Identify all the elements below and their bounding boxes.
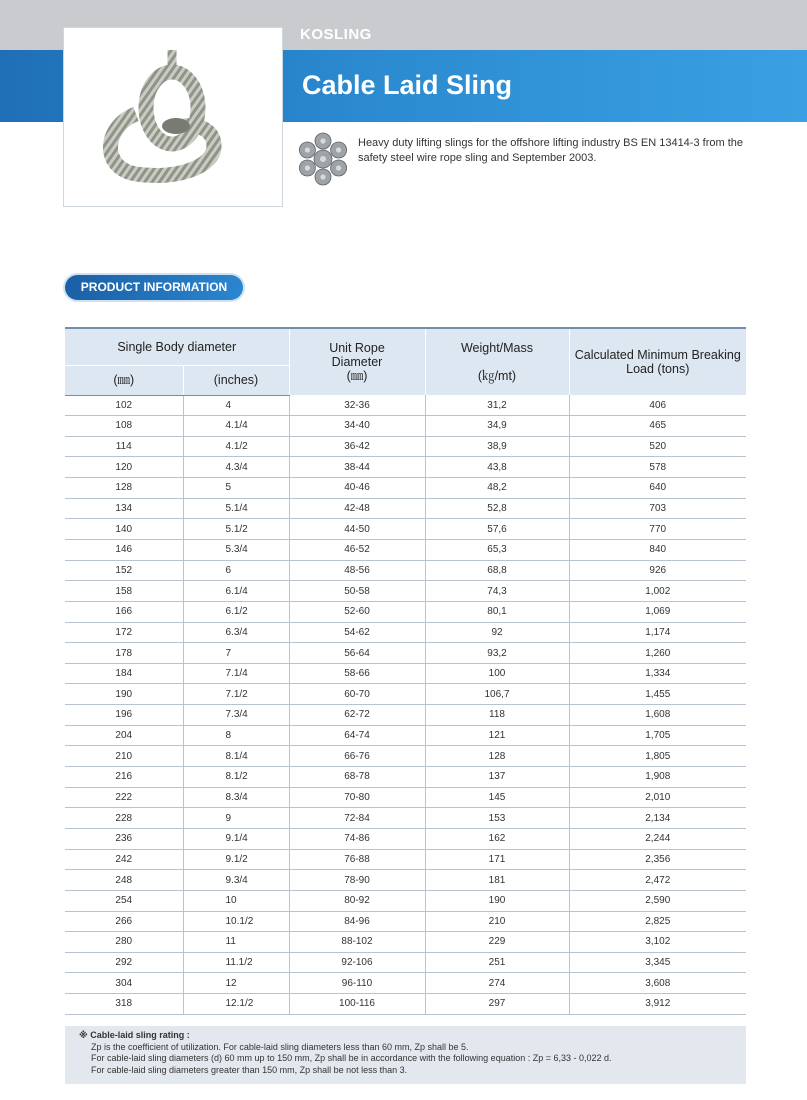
header-weight xyxy=(425,328,569,395)
table-cell: 3,345 xyxy=(569,952,746,973)
table-cell: 196 xyxy=(65,705,183,726)
table-cell: 178 xyxy=(65,643,183,664)
table-cell: 4 xyxy=(183,395,289,416)
table-cell: 242 xyxy=(65,849,183,870)
table-cell: 140 xyxy=(65,519,183,540)
table-cell: 190 xyxy=(425,890,569,911)
table-cell: 68-78 xyxy=(289,767,425,788)
table-row xyxy=(65,539,746,560)
table-row xyxy=(65,767,746,788)
header-load-line2: Breaking Load xyxy=(626,348,741,376)
table-cell: 11.1/2 xyxy=(183,952,289,973)
table-cell: 48,2 xyxy=(425,478,569,499)
header-weight-label: Weight/Mass xyxy=(460,341,533,355)
table-cell: 1,069 xyxy=(569,601,746,622)
table-cell: 7.1/2 xyxy=(183,684,289,705)
table-row xyxy=(65,478,746,499)
table-cell: 5.1/2 xyxy=(183,519,289,540)
table-cell: 12 xyxy=(183,973,289,994)
table-cell: 2,134 xyxy=(569,808,746,829)
table-row xyxy=(65,457,746,478)
table-cell: 42-48 xyxy=(289,498,425,519)
table-cell: 2,010 xyxy=(569,787,746,808)
table-row xyxy=(65,519,746,540)
table-cell: 58-66 xyxy=(289,663,425,684)
table-cell: 8.3/4 xyxy=(183,787,289,808)
table-cell: 2,472 xyxy=(569,870,746,891)
table-cell: 840 xyxy=(569,539,746,560)
table-cell: 44-50 xyxy=(289,519,425,540)
header-inches: (inches) xyxy=(183,365,289,395)
table-cell: 1,174 xyxy=(569,622,746,643)
table-cell: 2,590 xyxy=(569,890,746,911)
note-line: For cable-laid sling diameters (d) 60 mm up to 150 mm, Zp shall be in accordance with the following equation : Zp = 6,33 - 0,022 d. xyxy=(91,1053,612,1063)
table-cell: 4.1/2 xyxy=(183,436,289,457)
table-row xyxy=(65,498,746,519)
table-cell: 92-106 xyxy=(289,952,425,973)
table-cell: 34-40 xyxy=(289,416,425,437)
table-cell: 100-116 xyxy=(289,994,425,1015)
table-row xyxy=(65,870,746,891)
table-cell: 72-84 xyxy=(289,808,425,829)
table-cell: 34,9 xyxy=(425,416,569,437)
table-cell: 7.3/4 xyxy=(183,705,289,726)
table-cell: 166 xyxy=(65,601,183,622)
table-row xyxy=(65,932,746,953)
table-cell: 1,002 xyxy=(569,581,746,602)
table-cell: 7 xyxy=(183,643,289,664)
table-cell: 5 xyxy=(183,478,289,499)
table-cell: 5.1/4 xyxy=(183,498,289,519)
header-weight-unit: (㎏/mt) xyxy=(477,369,517,383)
note-line: Zp is the coefficient of utilization. For cable-laid sling diameters less than 60 mm, Zp shall be 5. xyxy=(91,1041,469,1052)
table-cell: 121 xyxy=(425,725,569,746)
table-cell: 7.1/4 xyxy=(183,663,289,684)
table-cell: 926 xyxy=(569,560,746,581)
table-cell: 5.3/4 xyxy=(183,539,289,560)
table-cell: 1,260 xyxy=(569,643,746,664)
table-cell: 1,705 xyxy=(569,725,746,746)
table-cell: 274 xyxy=(425,973,569,994)
table-cell: 48-56 xyxy=(289,560,425,581)
table-cell: 10.1/2 xyxy=(183,911,289,932)
table-row xyxy=(65,416,746,437)
table-cell: 128 xyxy=(65,478,183,499)
table-cell: 465 xyxy=(569,416,746,437)
table-cell: 406 xyxy=(569,395,746,416)
table-cell: 93,2 xyxy=(425,643,569,664)
table-cell: 74-86 xyxy=(289,828,425,849)
table-row xyxy=(65,436,746,457)
table-cell: 172 xyxy=(65,622,183,643)
table-cell: 80-92 xyxy=(289,890,425,911)
header-single-body: Single Body diameter xyxy=(65,328,289,365)
brand-logo: KOSLING xyxy=(300,26,372,43)
table-cell: 3,912 xyxy=(569,994,746,1015)
table-row xyxy=(65,581,746,602)
table-cell: 50-58 xyxy=(289,581,425,602)
note-line: For cable-laid sling diameters greater than 150 mm, Zp shall be not less than 3. xyxy=(91,1064,408,1075)
table-cell: 280 xyxy=(65,932,183,953)
table-cell: 158 xyxy=(65,581,183,602)
table-row xyxy=(65,684,746,705)
table-row xyxy=(65,746,746,767)
table-row xyxy=(65,725,746,746)
table-cell: 1,334 xyxy=(569,663,746,684)
product-photo xyxy=(63,27,283,207)
table-cell: 31,2 xyxy=(425,395,569,416)
table-row xyxy=(65,973,746,994)
table-cell: 32-36 xyxy=(289,395,425,416)
table-cell: 6.1/2 xyxy=(183,601,289,622)
table-cell: 9 xyxy=(183,808,289,829)
table-cell: 76-88 xyxy=(289,849,425,870)
table-row xyxy=(65,643,746,664)
table-cell: 204 xyxy=(65,725,183,746)
table-cell: 52-60 xyxy=(289,601,425,622)
page-title: Cable Laid Sling xyxy=(302,70,513,100)
table-row xyxy=(65,663,746,684)
table-row xyxy=(65,601,746,622)
rating-note xyxy=(65,1026,746,1084)
table-cell: 3,102 xyxy=(569,932,746,953)
table-cell: 8 xyxy=(183,725,289,746)
table-cell: 4.1/4 xyxy=(183,416,289,437)
table-cell: 68,8 xyxy=(425,560,569,581)
table-cell: 6.3/4 xyxy=(183,622,289,643)
table-cell: 222 xyxy=(65,787,183,808)
table-cell: 254 xyxy=(65,890,183,911)
table-row xyxy=(65,705,746,726)
table-cell: 52,8 xyxy=(425,498,569,519)
table-cell: 10 xyxy=(183,890,289,911)
table-cell: 520 xyxy=(569,436,746,457)
header-unit-rope-line2: Diameter xyxy=(331,355,383,369)
table-cell: 108 xyxy=(65,416,183,437)
table-cell: 57,6 xyxy=(425,519,569,540)
note-title: ※ Cable-laid sling rating : xyxy=(79,1030,190,1040)
table-cell: 8.1/4 xyxy=(183,746,289,767)
table-cell: 11 xyxy=(183,932,289,953)
table-cell: 38-44 xyxy=(289,457,425,478)
table-cell: 96-110 xyxy=(289,973,425,994)
table-cell: 66-76 xyxy=(289,746,425,767)
table-cell: 304 xyxy=(65,973,183,994)
table-cell: 60-70 xyxy=(289,684,425,705)
table-cell: 4.3/4 xyxy=(183,457,289,478)
table-row xyxy=(65,622,746,643)
table-cell: 12.1/2 xyxy=(183,994,289,1015)
table-cell: 248 xyxy=(65,870,183,891)
table-row xyxy=(65,560,746,581)
table-row xyxy=(65,952,746,973)
table-cell: 137 xyxy=(425,767,569,788)
table-cell: 171 xyxy=(425,849,569,870)
table-cell: 184 xyxy=(65,663,183,684)
table-cell: 578 xyxy=(569,457,746,478)
table-row xyxy=(65,994,746,1015)
table-cell: 56-64 xyxy=(289,643,425,664)
table-cell: 9.3/4 xyxy=(183,870,289,891)
table-cell: 1,908 xyxy=(569,767,746,788)
table-cell: 228 xyxy=(65,808,183,829)
table-cell: 120 xyxy=(65,457,183,478)
table-cell: 703 xyxy=(569,498,746,519)
table-cell: 2,244 xyxy=(569,828,746,849)
table-row xyxy=(65,849,746,870)
section-label: PRODUCT INFORMATION xyxy=(65,275,243,300)
header-unit-rope-unit: (㎜) xyxy=(346,369,368,383)
product-table xyxy=(65,327,746,1015)
table-cell: 8.1/2 xyxy=(183,767,289,788)
table-cell: 6.1/4 xyxy=(183,581,289,602)
table-cell: 62-72 xyxy=(289,705,425,726)
table-row xyxy=(65,890,746,911)
table-cell: 297 xyxy=(425,994,569,1015)
table-cell: 64-74 xyxy=(289,725,425,746)
table-cell: 1,455 xyxy=(569,684,746,705)
table-cell: 292 xyxy=(65,952,183,973)
table-cell: 229 xyxy=(425,932,569,953)
table-cell: 1,608 xyxy=(569,705,746,726)
table-cell: 84-96 xyxy=(289,911,425,932)
table-cell: 3,608 xyxy=(569,973,746,994)
table-cell: 152 xyxy=(65,560,183,581)
table-cell: 70-80 xyxy=(289,787,425,808)
table-cell: 640 xyxy=(569,478,746,499)
header-mm: (㎜) xyxy=(65,365,183,395)
table-cell: 2,825 xyxy=(569,911,746,932)
wire-rope-cross-section-icon xyxy=(294,130,352,193)
table-cell: 9.1/4 xyxy=(183,828,289,849)
table-cell: 118 xyxy=(425,705,569,726)
table-cell: 216 xyxy=(65,767,183,788)
table-cell: 6 xyxy=(183,560,289,581)
table-cell: 92 xyxy=(425,622,569,643)
table-cell: 100 xyxy=(425,663,569,684)
table-cell: 9.1/2 xyxy=(183,849,289,870)
table-row xyxy=(65,828,746,849)
table-cell: 318 xyxy=(65,994,183,1015)
table-row xyxy=(65,808,746,829)
table-cell: 210 xyxy=(425,911,569,932)
table-cell: 1,805 xyxy=(569,746,746,767)
header-unit-rope-line1: Unit Rope xyxy=(329,341,385,355)
table-cell: 2,356 xyxy=(569,849,746,870)
table-cell: 102 xyxy=(65,395,183,416)
header-load-line1: Calculated Minimum xyxy=(574,348,688,362)
table-cell: 134 xyxy=(65,498,183,519)
table-cell: 78-90 xyxy=(289,870,425,891)
table-cell: 266 xyxy=(65,911,183,932)
table-cell: 181 xyxy=(425,870,569,891)
header-breaking-load xyxy=(569,328,746,395)
table-cell: 80,1 xyxy=(425,601,569,622)
table-cell: 38,9 xyxy=(425,436,569,457)
table-row xyxy=(65,787,746,808)
table-row xyxy=(65,911,746,932)
table-cell: 65,3 xyxy=(425,539,569,560)
table-cell: 770 xyxy=(569,519,746,540)
header-unit-rope xyxy=(289,328,425,395)
table-cell: 46-52 xyxy=(289,539,425,560)
table-cell: 190 xyxy=(65,684,183,705)
table-cell: 128 xyxy=(425,746,569,767)
table-cell: 146 xyxy=(65,539,183,560)
header-load-unit: (tons) xyxy=(657,362,690,376)
table-cell: 162 xyxy=(425,828,569,849)
table-cell: 43,8 xyxy=(425,457,569,478)
table-cell: 54-62 xyxy=(289,622,425,643)
table-row xyxy=(65,395,746,416)
table-cell: 236 xyxy=(65,828,183,849)
table-cell: 36-42 xyxy=(289,436,425,457)
table-cell: 251 xyxy=(425,952,569,973)
table-cell: 88-102 xyxy=(289,932,425,953)
table-cell: 153 xyxy=(425,808,569,829)
table-cell: 114 xyxy=(65,436,183,457)
table-cell: 106,7 xyxy=(425,684,569,705)
table-cell: 210 xyxy=(65,746,183,767)
table-cell: 40-46 xyxy=(289,478,425,499)
table-cell: 145 xyxy=(425,787,569,808)
table-body xyxy=(65,395,746,1014)
intro-text: Heavy duty lifting slings for the offshore lifting industry BS EN 13414-3 from the safety steel wire rope sling and September 2003. xyxy=(358,137,743,164)
table-cell: 74,3 xyxy=(425,581,569,602)
